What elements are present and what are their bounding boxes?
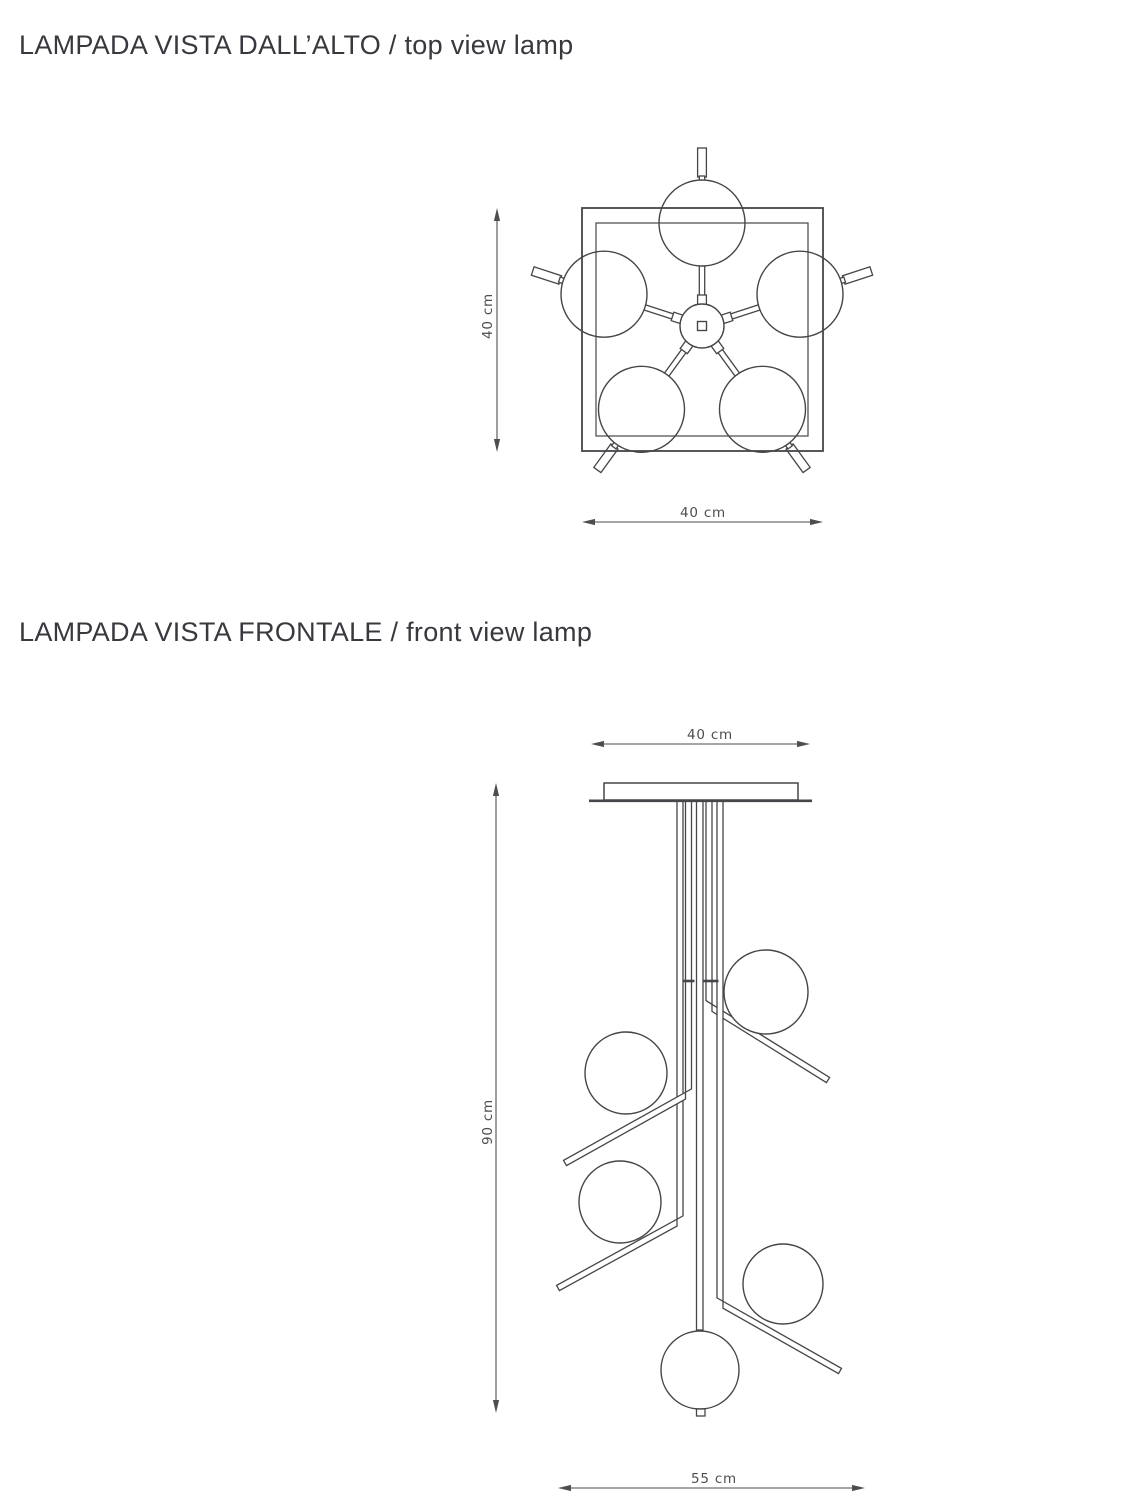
dimension-arrow-right [810, 519, 823, 525]
front-plate-dim-label: 40 cm [686, 727, 734, 743]
globe-right [757, 251, 843, 337]
front-width-dim-label: 55 cm [690, 1471, 738, 1487]
globe-front-right [724, 950, 808, 1034]
ceiling-hub-circle [680, 304, 724, 348]
dimension-arrow-down [493, 1400, 499, 1413]
central-stem-rod [697, 801, 704, 1330]
top-view-drawing [480, 148, 873, 525]
top-view-title: LAMPADA VISTA DALL’ALTO / top view lamp [19, 30, 574, 60]
arm-tip [842, 267, 872, 284]
front-view-title: LAMPADA VISTA FRONTALE / front view lamp [19, 617, 593, 647]
dimension-arrow-left [591, 741, 604, 747]
dimension-arrow-up [494, 208, 500, 221]
top-view-width-dim-label: 40 cm [679, 505, 727, 521]
dimension-arrow-right [797, 741, 810, 747]
globe-front-bottom [661, 1331, 739, 1409]
top-view-height-dim-label: 40 cm [480, 292, 496, 340]
rod-right-arm [706, 801, 830, 1083]
globe-front-lower-left [579, 1161, 661, 1243]
front-height-dim-label: 90 cm [480, 1098, 496, 1146]
ceiling-plate [604, 783, 798, 800]
arm-tip [698, 148, 707, 177]
front-view-drawing [480, 727, 865, 1491]
globe-bottom-right [720, 366, 806, 452]
dimension-arrow-right [852, 1485, 865, 1491]
dimension-arrow-down [494, 439, 500, 452]
stem-tip-square [697, 1409, 706, 1416]
dimension-arrow-up [493, 783, 499, 796]
globe-bottom-left [599, 366, 685, 452]
globe-front-upper-left [585, 1032, 667, 1114]
arm-tip [531, 267, 561, 284]
globe-front-bottom-right [743, 1244, 823, 1324]
globe-left [561, 251, 647, 337]
dimension-arrow-left [582, 519, 595, 525]
dimension-arrow-left [558, 1485, 571, 1491]
